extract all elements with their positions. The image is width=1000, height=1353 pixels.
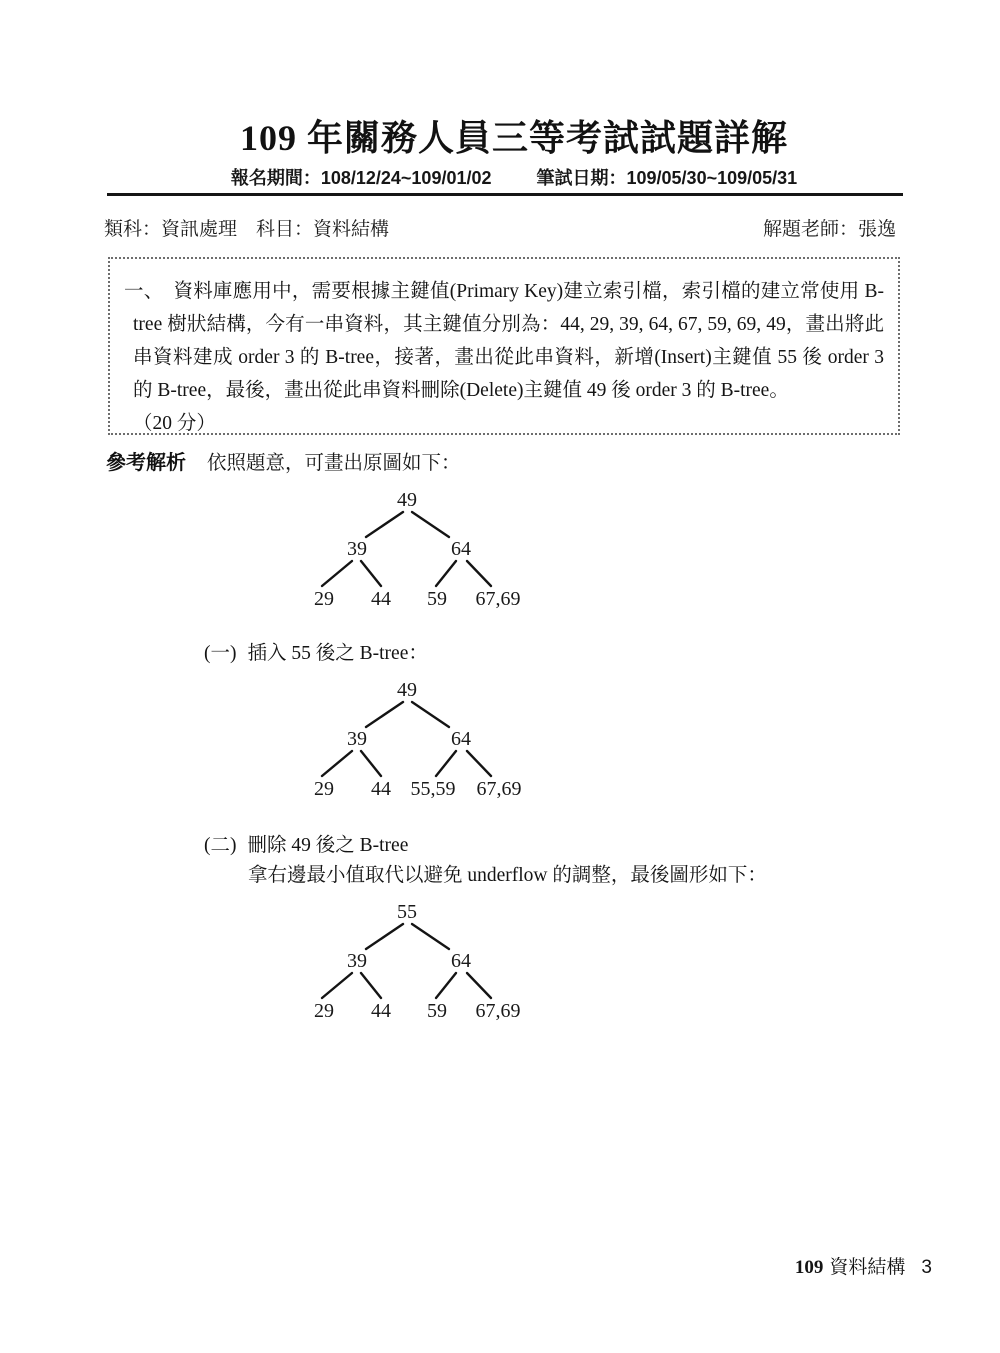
tree-leaf: 29 <box>314 1000 334 1022</box>
question-paragraph <box>124 275 884 407</box>
part1-marker: (一) <box>204 643 237 664</box>
tree-node-right: 64 <box>451 538 471 560</box>
tree-edge <box>366 702 403 727</box>
tree-node-root: 49 <box>397 679 417 701</box>
part2-marker: (二) <box>204 835 237 856</box>
tree-leaf: 44 <box>371 1000 391 1022</box>
btree-diagram-after-insert <box>295 676 525 801</box>
tree-edge <box>366 924 403 949</box>
solution-intro: 依照題意，可畫出原圖如下： <box>207 453 461 474</box>
tree-leaf: 44 <box>371 588 391 610</box>
tree-edge <box>436 751 456 776</box>
question-number: 一、 <box>124 281 164 302</box>
tree-edge <box>322 751 352 776</box>
tree-node-right: 64 <box>451 728 471 750</box>
tree-leaf: 59 <box>427 1000 447 1022</box>
footer-page-number: 3 <box>921 1257 932 1278</box>
tree-edge <box>361 561 381 586</box>
tree-leaf: 59 <box>427 588 447 610</box>
page-title: 109 年關務人員三等考試試題詳解 <box>239 118 789 158</box>
page-footer <box>795 1252 932 1279</box>
question-score: （20 分） <box>133 413 216 434</box>
part2-heading <box>204 829 408 857</box>
footer-subject: 資料結構 <box>829 1257 906 1278</box>
part1-text: 插入 55 後之 B-tree： <box>247 643 428 664</box>
footer-year: 109 <box>794 1257 824 1278</box>
meta-row <box>104 214 896 241</box>
tree-edge <box>436 973 456 998</box>
tree-edge <box>436 561 456 586</box>
tree-edge <box>412 512 449 537</box>
tree-edge <box>467 561 491 586</box>
tree-edge <box>412 924 449 949</box>
btree-diagram-after-delete <box>295 898 525 1023</box>
tree-edge <box>366 512 403 537</box>
tree-node-right: 64 <box>451 950 471 972</box>
registration-period: 報名期間：108/12/24~109/01/02 <box>230 168 492 188</box>
tree-node-left: 39 <box>347 538 367 560</box>
written-exam-date: 筆試日期：109/05/30~109/05/31 <box>536 168 798 188</box>
btree-diagram-original <box>295 486 525 611</box>
tree-leaf: 67,69 <box>475 1000 521 1022</box>
tree-edge <box>361 973 381 998</box>
tree-leaf: 29 <box>314 588 334 610</box>
tree-leaf: 67,69 <box>476 778 522 800</box>
question-box <box>108 257 900 435</box>
tree-node-left: 39 <box>347 950 367 972</box>
tree-leaf: 29 <box>314 778 334 800</box>
tree-edge <box>322 973 352 998</box>
solution-label: 參考解析 <box>106 452 186 474</box>
tree-node-root: 55 <box>397 901 417 923</box>
tree-edge <box>361 751 381 776</box>
part2-text: 刪除 49 後之 B-tree <box>247 835 409 856</box>
tree-node-root: 49 <box>397 489 417 511</box>
tree-edge <box>467 751 491 776</box>
tree-leaf: 44 <box>371 778 391 800</box>
header-divider <box>107 193 903 196</box>
tree-edge <box>412 702 449 727</box>
category-subject: 類科：資訊處理 科目：資料結構 <box>104 219 390 240</box>
tree-node-left: 39 <box>347 728 367 750</box>
exam-dates-line <box>231 164 797 190</box>
solution-teacher: 解題老師：張逸 <box>762 219 896 240</box>
part1-heading <box>204 637 428 665</box>
tree-edge <box>467 973 491 998</box>
tree-leaf: 67,69 <box>475 588 521 610</box>
tree-leaf: 55,59 <box>410 778 456 800</box>
tree-edge <box>322 561 352 586</box>
part2-note: 拿右邊最小值取代以避免 underflow 的調整，最後圖形如下： <box>248 865 767 886</box>
question-text: 資料庫應用中，需要根據主鍵值(Primary Key)建立索引檔，索引檔的建立常使用 B-tree 樹狀結構，今有一串資料，其主鍵值分別為：44, 29, 39, 64, 67, 59, 69, 49，畫出將此串資料建成 order 3 的 B-tree，接著，畫出從此串資料，新增(Insert)主鍵值 55 後 order 3 的 B-tree，最後，畫出從此串資料刪除(Delete)主鍵值 49 後 order 3 的 B-tree。 <box>133 281 884 401</box>
